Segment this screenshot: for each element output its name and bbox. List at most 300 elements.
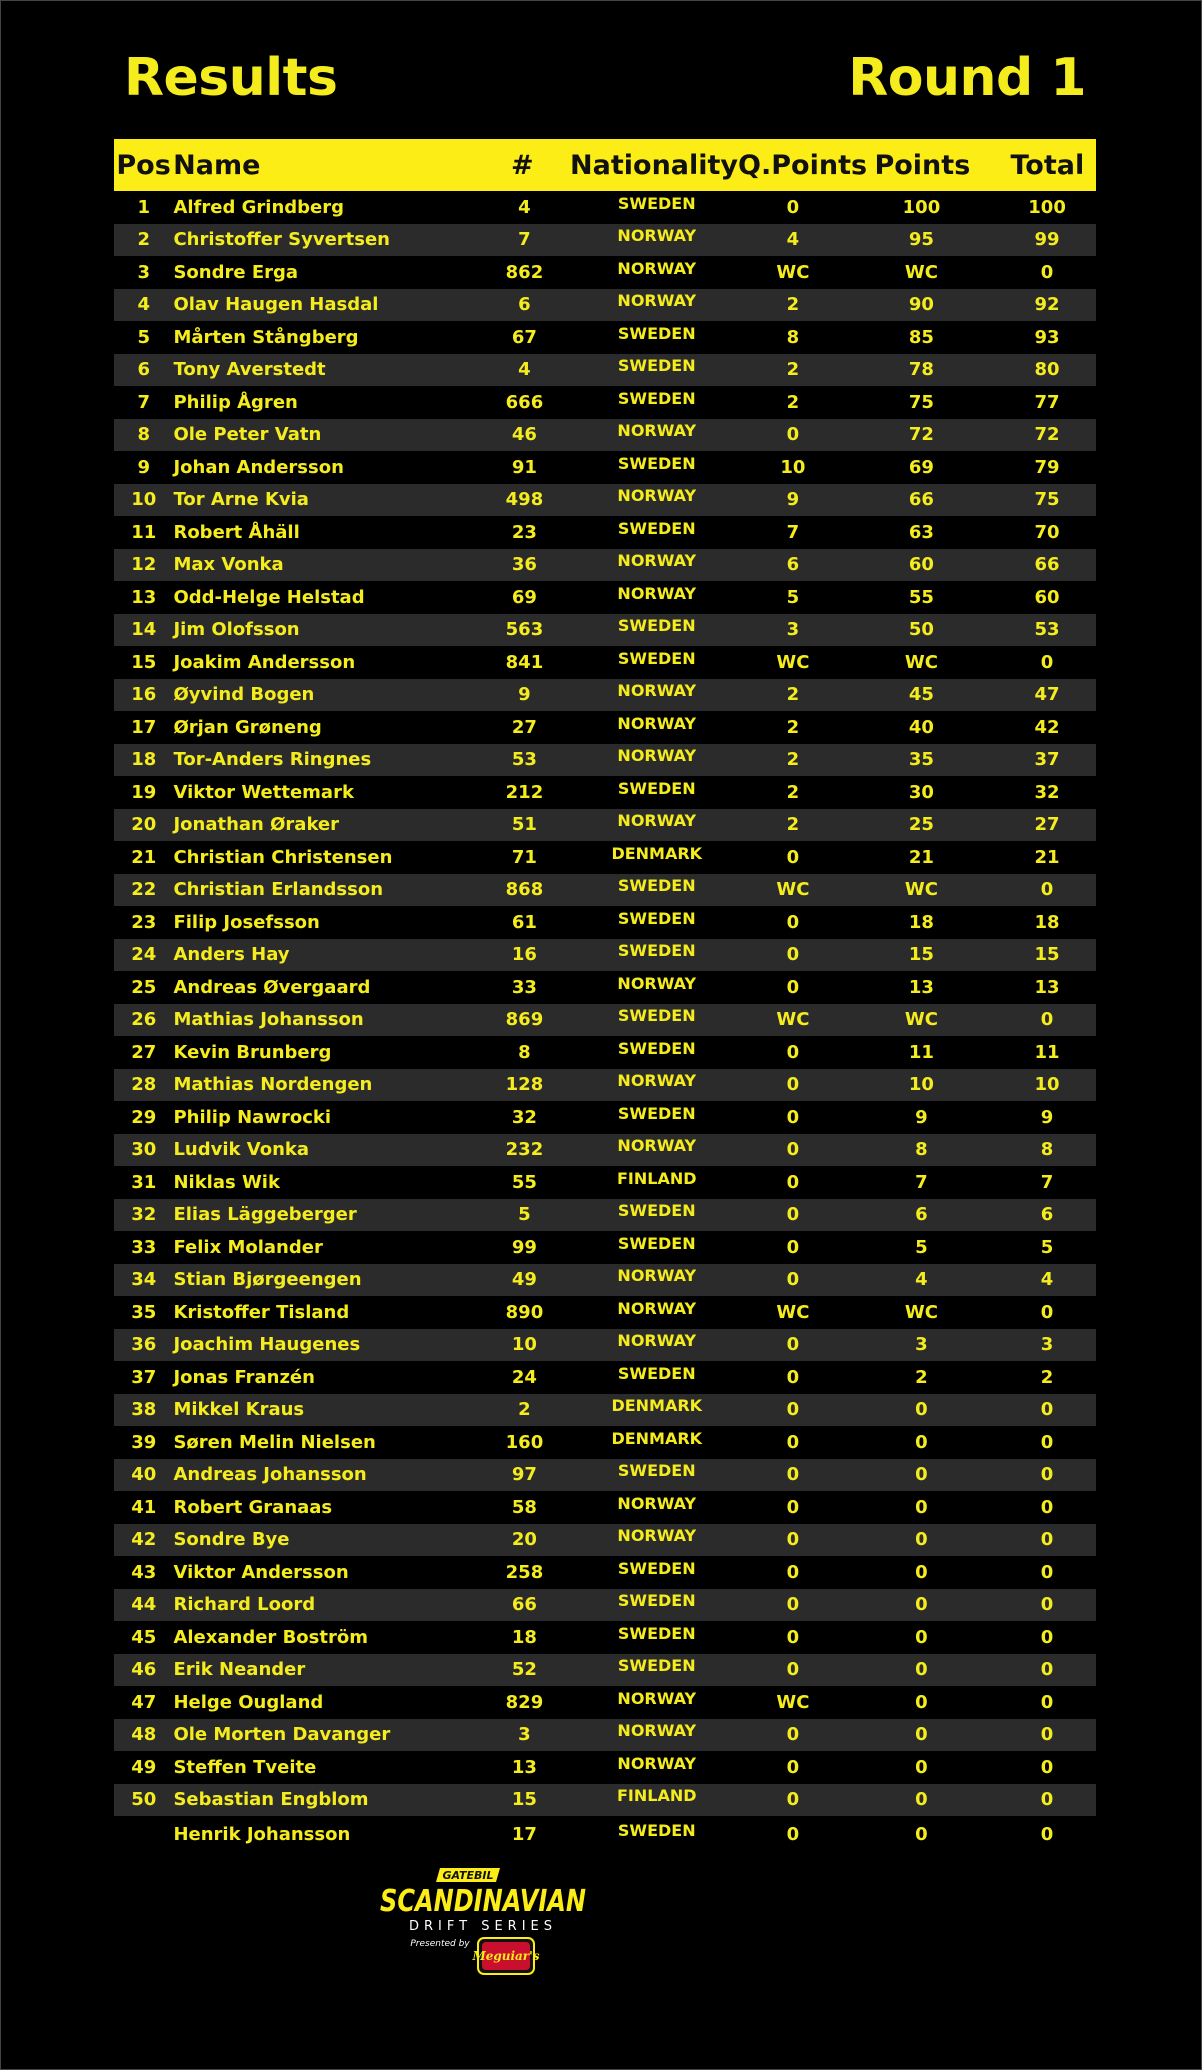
row-qpoints: WC — [776, 1301, 810, 1323]
row-pos: 12 — [131, 554, 157, 576]
round-label: Round 1 — [848, 48, 1086, 108]
row-points: 66 — [908, 489, 934, 511]
row-number: 160 — [505, 1431, 544, 1453]
table-row — [114, 1491, 1096, 1524]
row-pos: 2 — [137, 229, 150, 251]
row-total: 9 — [1040, 1106, 1054, 1128]
row-total: 0 — [1040, 1659, 1054, 1681]
row-pos: 46 — [131, 1659, 157, 1681]
row-pos: 25 — [131, 976, 157, 998]
table-row — [114, 224, 1096, 257]
row-qpoints: 2 — [786, 781, 800, 803]
row-points: 95 — [908, 229, 934, 251]
row-name: Felix Molander — [173, 1236, 323, 1258]
row-nationality: SWEDEN — [617, 1821, 696, 1840]
row-name: Viktor Wettemark — [173, 781, 354, 803]
row-pos: 1 — [137, 196, 150, 218]
row-points: 78 — [908, 359, 934, 381]
row-number: 5 — [518, 1204, 531, 1226]
row-number: 10 — [511, 1334, 537, 1356]
row-name: Mårten Stångberg — [173, 326, 359, 348]
row-pos: 28 — [131, 1074, 157, 1096]
table-row — [114, 1654, 1096, 1687]
table-row — [114, 1394, 1096, 1427]
row-total: 92 — [1034, 294, 1060, 316]
row-points: 100 — [902, 196, 941, 218]
row-total: 5 — [1040, 1236, 1054, 1258]
row-nationality: NORWAY — [617, 973, 697, 993]
row-points: 60 — [908, 554, 934, 576]
row-total: 0 — [1040, 1561, 1054, 1583]
row-pos: 10 — [131, 489, 157, 511]
row-total: 37 — [1034, 749, 1060, 771]
row-name: Jonas Franzén — [173, 1366, 315, 1388]
row-name: Tor Arne Kvia — [173, 489, 309, 511]
row-number: 24 — [511, 1366, 537, 1388]
row-number: 71 — [511, 846, 537, 868]
row-qpoints: 2 — [786, 391, 800, 413]
table-row — [114, 1621, 1096, 1654]
row-name: Ole Peter Vatn — [173, 424, 322, 446]
row-total: 0 — [1040, 1529, 1054, 1551]
row-total: 0 — [1040, 1464, 1054, 1486]
table-row — [114, 191, 1096, 224]
row-points: 0 — [915, 1691, 928, 1713]
row-qpoints: 0 — [786, 1269, 800, 1291]
row-number: 841 — [505, 651, 544, 673]
row-nationality: NORWAY — [617, 1688, 697, 1708]
row-number: 61 — [511, 911, 537, 933]
row-pos: 11 — [131, 521, 157, 543]
row-qpoints: WC — [776, 879, 810, 901]
row-nationality: NORWAY — [617, 1331, 697, 1351]
table-row — [114, 1459, 1096, 1492]
row-number: 2 — [518, 1399, 531, 1421]
table-row — [114, 1524, 1096, 1557]
row-qpoints: 0 — [786, 1824, 800, 1845]
row-total: 99 — [1034, 229, 1060, 251]
row-total: 80 — [1034, 359, 1060, 381]
table-row — [114, 1296, 1096, 1329]
row-points: 3 — [915, 1334, 928, 1356]
row-qpoints: 0 — [786, 1659, 800, 1681]
table-row — [114, 646, 1096, 679]
col-nationality-header: Nationality — [570, 149, 739, 181]
row-qpoints: 0 — [786, 1366, 800, 1388]
row-number: 91 — [511, 456, 537, 478]
row-name: Elias Läggeberger — [173, 1204, 357, 1226]
table-row — [114, 321, 1096, 354]
row-number: 23 — [511, 521, 537, 543]
row-name: Philip Ågren — [173, 391, 298, 413]
row-points: 35 — [908, 749, 934, 771]
row-nationality: NORWAY — [617, 258, 697, 278]
table-row — [114, 1199, 1096, 1232]
row-pos: 39 — [131, 1431, 157, 1453]
row-number: 890 — [505, 1301, 544, 1323]
row-number: 9 — [518, 684, 531, 706]
row-points: 13 — [908, 976, 934, 998]
table-row — [114, 614, 1096, 647]
row-name: Sondre Bye — [173, 1529, 290, 1551]
row-name: Ludvik Vonka — [173, 1139, 310, 1161]
row-nationality: SWEDEN — [617, 193, 696, 213]
row-nationality: NORWAY — [617, 1298, 697, 1318]
row-nationality: SWEDEN — [617, 908, 696, 928]
table-row — [114, 711, 1096, 744]
row-qpoints: 0 — [786, 1789, 800, 1811]
row-qpoints: 0 — [786, 1464, 800, 1486]
row-nationality: FINLAND — [617, 1168, 697, 1188]
row-number: 829 — [505, 1691, 544, 1713]
row-name: Viktor Andersson — [173, 1561, 349, 1583]
row-points: 15 — [908, 944, 934, 966]
row-total: 2 — [1040, 1366, 1054, 1388]
row-points: 9 — [915, 1106, 928, 1128]
table-header — [114, 139, 1096, 191]
table-row — [114, 776, 1096, 809]
row-points: 21 — [908, 846, 934, 868]
row-pos: 37 — [131, 1366, 157, 1388]
row-number: 67 — [511, 326, 537, 348]
row-pos: 27 — [131, 1041, 157, 1063]
table-row — [114, 971, 1096, 1004]
row-qpoints: 3 — [786, 619, 800, 641]
row-number: 8 — [518, 1041, 531, 1063]
row-qpoints: 9 — [786, 489, 800, 511]
table-row — [114, 419, 1096, 452]
row-pos: 40 — [131, 1464, 157, 1486]
row-nationality: SWEDEN — [617, 1201, 696, 1221]
row-points: 7 — [915, 1171, 928, 1193]
row-name: Søren Melin Nielsen — [173, 1431, 376, 1453]
row-name: Mathias Johansson — [173, 1009, 364, 1031]
row-pos: 14 — [131, 619, 157, 641]
row-qpoints: WC — [776, 1691, 810, 1713]
row-name: Steffen Tveite — [173, 1756, 317, 1778]
row-nationality: NORWAY — [617, 1526, 697, 1546]
col-name-header: Name — [173, 149, 261, 181]
row-qpoints: 2 — [786, 684, 800, 706]
row-name: Olav Haugen Hasdal — [173, 294, 379, 316]
row-nationality: NORWAY — [617, 713, 697, 733]
row-nationality: SWEDEN — [617, 1656, 696, 1676]
row-name: Kevin Brunberg — [173, 1041, 332, 1063]
row-name: Christian Christensen — [173, 846, 393, 868]
row-nationality: SWEDEN — [617, 941, 696, 961]
table-row — [114, 841, 1096, 874]
row-total: 4 — [1040, 1269, 1054, 1291]
row-nationality: NORWAY — [617, 421, 697, 441]
row-points: 30 — [908, 781, 934, 803]
row-nationality: SWEDEN — [617, 518, 696, 538]
logo-drift-series-text: DRIFT SERIES — [409, 1919, 557, 1934]
row-total: 0 — [1040, 1789, 1054, 1811]
row-qpoints: 0 — [786, 944, 800, 966]
row-nationality: NORWAY — [617, 551, 697, 571]
row-pos: 6 — [137, 359, 150, 381]
table-body — [114, 191, 1096, 1853]
row-name: Alfred Grindberg — [173, 196, 344, 218]
row-pos: 16 — [131, 684, 157, 706]
table-row — [114, 516, 1096, 549]
table-row — [114, 289, 1096, 322]
row-nationality: SWEDEN — [617, 453, 696, 473]
row-total: 0 — [1040, 1431, 1054, 1453]
row-total: 53 — [1034, 619, 1060, 641]
row-points: 0 — [915, 1561, 928, 1583]
row-pos: 50 — [131, 1789, 157, 1811]
row-name: Filip Josefsson — [173, 911, 320, 933]
row-qpoints: WC — [776, 261, 810, 283]
table-row — [114, 1101, 1096, 1134]
row-number: 55 — [511, 1171, 537, 1193]
row-nationality: NORWAY — [617, 681, 697, 701]
row-nationality: SWEDEN — [617, 388, 696, 408]
logo-scandinavian-text: SCANDINAVIAN — [380, 1884, 586, 1919]
row-nationality: NORWAY — [617, 746, 697, 766]
row-name: Henrik Johansson — [173, 1824, 351, 1845]
row-nationality: NORWAY — [617, 1493, 697, 1513]
row-total: 3 — [1040, 1334, 1054, 1356]
row-number: 258 — [505, 1561, 544, 1583]
row-number: 97 — [511, 1464, 537, 1486]
row-points: 25 — [908, 814, 934, 836]
row-number: 16 — [511, 944, 537, 966]
row-number: 868 — [505, 879, 544, 901]
col-qpoints-header: Q.Points — [738, 149, 868, 181]
row-qpoints: 8 — [786, 326, 800, 348]
row-qpoints: 0 — [786, 1724, 800, 1746]
row-qpoints: 4 — [786, 229, 800, 251]
row-name: Jim Olofsson — [173, 619, 300, 641]
row-nationality: NORWAY — [617, 291, 697, 311]
row-nationality: SWEDEN — [617, 1623, 696, 1643]
row-number: 232 — [505, 1139, 544, 1161]
row-total: 75 — [1034, 489, 1060, 511]
table-row — [114, 906, 1096, 939]
row-points: 0 — [915, 1594, 928, 1616]
row-name: Kristoffer Tisland — [173, 1301, 350, 1323]
row-points: WC — [904, 879, 938, 901]
row-pos: 38 — [131, 1399, 157, 1421]
row-number: 128 — [505, 1074, 544, 1096]
row-total: 72 — [1034, 424, 1060, 446]
row-points: 0 — [915, 1659, 928, 1681]
row-nationality: NORWAY — [617, 1266, 697, 1286]
row-total: 0 — [1040, 1301, 1054, 1323]
row-name: Andreas Øvergaard — [173, 976, 371, 998]
row-nationality: SWEDEN — [617, 1006, 696, 1026]
table-row — [114, 1686, 1096, 1719]
row-qpoints: 2 — [786, 814, 800, 836]
row-pos: 17 — [131, 716, 157, 738]
row-qpoints: 2 — [786, 749, 800, 771]
row-nationality: NORWAY — [617, 486, 697, 506]
row-name: Mathias Nordengen — [173, 1074, 373, 1096]
table-row — [114, 581, 1096, 614]
row-points: 0 — [915, 1824, 928, 1845]
row-qpoints: 0 — [786, 1626, 800, 1648]
row-qpoints: 0 — [786, 1041, 800, 1063]
table-row — [114, 809, 1096, 842]
row-points: 50 — [908, 619, 934, 641]
table-row — [114, 354, 1096, 387]
row-number: 212 — [505, 781, 544, 803]
row-pos: 19 — [131, 781, 157, 803]
row-pos: 29 — [131, 1106, 157, 1128]
row-name: Tony Averstedt — [173, 359, 326, 381]
row-name: Richard Loord — [173, 1594, 316, 1616]
row-number: 862 — [505, 261, 544, 283]
table-row — [114, 256, 1096, 289]
table-row — [114, 1134, 1096, 1167]
row-nationality: SWEDEN — [617, 648, 696, 668]
row-total: 0 — [1040, 879, 1054, 901]
row-qpoints: 0 — [786, 911, 800, 933]
row-number: 66 — [511, 1594, 537, 1616]
row-points: 45 — [908, 684, 934, 706]
row-total: 42 — [1034, 716, 1060, 738]
row-pos: 32 — [131, 1204, 157, 1226]
row-number: 52 — [511, 1659, 537, 1681]
col-points-header: Points — [874, 149, 971, 181]
table-row — [114, 484, 1096, 517]
row-total: 18 — [1034, 911, 1060, 933]
row-name: Odd-Helge Helstad — [173, 586, 365, 608]
row-number: 869 — [505, 1009, 544, 1031]
row-number: 33 — [511, 976, 537, 998]
table-row — [114, 1589, 1096, 1622]
logo-presented-by-text: Presented by — [410, 1939, 470, 1949]
row-qpoints: 0 — [786, 976, 800, 998]
row-qpoints: 2 — [786, 294, 800, 316]
row-pos: 36 — [131, 1334, 157, 1356]
row-qpoints: 0 — [786, 1334, 800, 1356]
row-points: 69 — [908, 456, 934, 478]
row-number: 3 — [518, 1724, 531, 1746]
row-total: 0 — [1040, 1824, 1054, 1845]
row-number: 498 — [505, 489, 544, 511]
table-row — [114, 1004, 1096, 1037]
row-name: Max Vonka — [173, 554, 284, 576]
row-total: 13 — [1034, 976, 1060, 998]
row-total: 27 — [1034, 814, 1060, 836]
row-pos: 30 — [131, 1139, 157, 1161]
row-name: Mikkel Kraus — [173, 1399, 305, 1421]
row-total: 0 — [1040, 1496, 1054, 1518]
row-qpoints: 0 — [786, 1399, 800, 1421]
row-points: 0 — [915, 1724, 928, 1746]
row-qpoints: 0 — [786, 846, 800, 868]
row-nationality: NORWAY — [617, 226, 697, 246]
row-qpoints: 0 — [786, 1496, 800, 1518]
row-points: 85 — [908, 326, 934, 348]
row-pos: 18 — [131, 749, 157, 771]
row-number: 20 — [511, 1529, 537, 1551]
table-row — [114, 451, 1096, 484]
row-points: 0 — [915, 1529, 928, 1551]
row-pos: 41 — [131, 1496, 157, 1518]
row-number: 666 — [505, 391, 544, 413]
table-row — [114, 1751, 1096, 1784]
row-points: 10 — [908, 1074, 934, 1096]
row-nationality: NORWAY — [617, 811, 697, 831]
gatebil-scandinavian-drift-series-logo — [372, 1862, 594, 1980]
row-nationality: SWEDEN — [617, 1363, 696, 1383]
row-nationality: SWEDEN — [617, 1461, 696, 1481]
row-total: 0 — [1040, 1626, 1054, 1648]
row-total: 0 — [1040, 1009, 1054, 1031]
row-name: Philip Nawrocki — [173, 1106, 332, 1128]
row-points: 0 — [915, 1496, 928, 1518]
row-total: 70 — [1034, 521, 1060, 543]
row-nationality: NORWAY — [617, 1721, 697, 1741]
row-name: Jonathan Øraker — [173, 814, 340, 836]
row-name: Niklas Wik — [173, 1171, 280, 1193]
row-points: 75 — [908, 391, 934, 413]
row-pos: 23 — [131, 911, 157, 933]
row-qpoints: 0 — [786, 1074, 800, 1096]
row-total: 0 — [1040, 261, 1054, 283]
row-total: 7 — [1040, 1171, 1054, 1193]
row-number: 46 — [511, 424, 537, 446]
table-row — [114, 1329, 1096, 1362]
row-nationality: NORWAY — [617, 1071, 697, 1091]
row-points: 8 — [915, 1139, 928, 1161]
row-points: 0 — [915, 1431, 928, 1453]
row-points: 4 — [915, 1269, 928, 1291]
row-nationality: SWEDEN — [617, 1103, 696, 1123]
row-name: Tor-Anders Ringnes — [173, 749, 372, 771]
row-pos: 13 — [131, 586, 157, 608]
logo-gatebil-text: GATEBIL — [442, 1869, 494, 1882]
row-pos: 22 — [131, 879, 157, 901]
row-qpoints: 0 — [786, 1139, 800, 1161]
row-pos: 4 — [137, 294, 150, 316]
row-total: 32 — [1034, 781, 1060, 803]
row-qpoints: 6 — [786, 554, 800, 576]
row-pos: 8 — [137, 424, 150, 446]
row-points: 0 — [915, 1626, 928, 1648]
row-nationality: SWEDEN — [617, 616, 696, 636]
row-points: 11 — [908, 1041, 934, 1063]
table-row — [114, 939, 1096, 972]
row-pos: 7 — [137, 391, 150, 413]
row-number: 4 — [518, 359, 531, 381]
row-total: 0 — [1040, 1691, 1054, 1713]
row-qpoints: 5 — [786, 586, 800, 608]
row-number: 58 — [511, 1496, 537, 1518]
row-qpoints: 0 — [786, 1106, 800, 1128]
row-number: 4 — [518, 196, 531, 218]
col-number-header: # — [511, 149, 534, 181]
row-name: Øyvind Bogen — [173, 684, 315, 706]
row-qpoints: WC — [776, 651, 810, 673]
row-total: 77 — [1034, 391, 1060, 413]
row-total: 60 — [1034, 586, 1060, 608]
row-qpoints: WC — [776, 1009, 810, 1031]
row-nationality: SWEDEN — [617, 1558, 696, 1578]
row-nationality: SWEDEN — [617, 876, 696, 896]
table-row — [114, 1231, 1096, 1264]
row-nationality: SWEDEN — [617, 323, 696, 343]
row-pos: 43 — [131, 1561, 157, 1583]
row-total: 0 — [1040, 651, 1054, 673]
row-name: Christoffer Syvertsen — [173, 229, 390, 251]
row-pos: 9 — [137, 456, 150, 478]
row-nationality: SWEDEN — [617, 1038, 696, 1058]
